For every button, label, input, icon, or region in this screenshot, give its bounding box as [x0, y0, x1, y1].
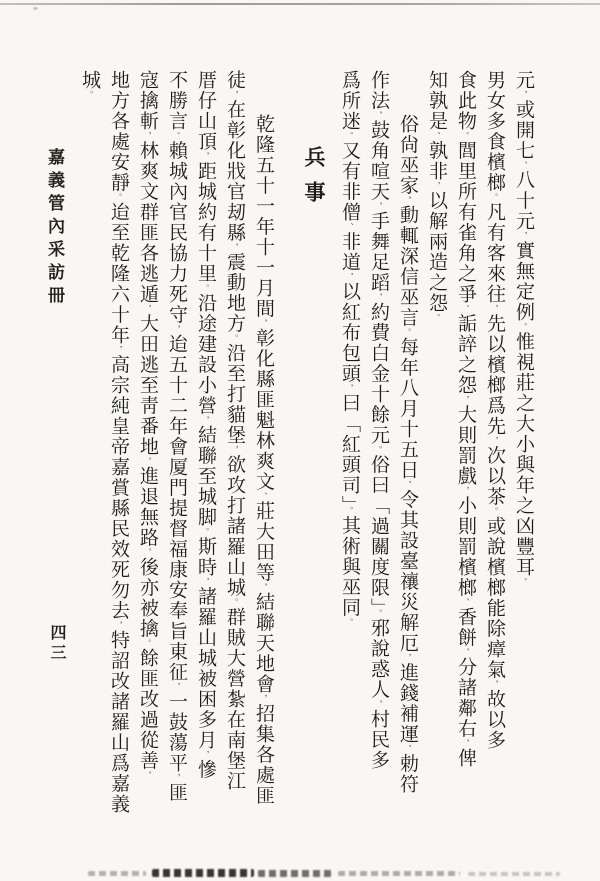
text-column: 地方各處安靜。迨至乾隆六十年，高宗純皇帝嘉賞縣民效死勿去，特詔改諸羅山爲嘉義	[108, 70, 129, 815]
text-column: 作法，鼓角喧天，手舞足蹈，約費白金十餘元。俗曰「過關度限」。邪說惑人，村民多	[368, 70, 389, 771]
scan-speck	[33, 7, 38, 10]
page-number: 四三	[48, 624, 65, 664]
text-column: 城。	[79, 70, 100, 100]
text-column: 俗尙巫家，動輒深信巫言。每年八月十五日，令其設臺禳災解厄，進錢補運，勅符	[397, 114, 418, 795]
scan-artifact-band	[0, 867, 600, 879]
scan-smudge	[152, 869, 254, 877]
main-text-block	[78, 70, 534, 848]
text-column: 乾隆五十一年十一月間，彰化縣匪魁林爽文、莊大田等，結聯天地會，招集各處匪	[253, 114, 274, 806]
text-column: 不勝言。賴城內官民協力死守，迨五十二年會厦門提督福康安奉旨東征，一鼓蕩平，匪	[166, 70, 187, 803]
text-column: 男女多食檳榔。凡有客來往，先以檳榔爲先，次以茶。或說檳榔能除瘴氣，故以多	[484, 70, 505, 751]
text-column: 食此物。閭里所有雀角之爭、詬誶之怨，大則罰戲，小則罰檳榔、香餅，分諸鄰右，俾	[455, 70, 476, 769]
scan-smudge	[468, 872, 560, 876]
text-column: 寇擒斬，林爽文群匪各逃遁，大田逃至靑番地，進退無路，後亦被擒。餘匪改過從善，	[137, 70, 158, 780]
text-column: 徒，在彰化戕官刼縣，震動地方。沿至打貓堡，欲攻打諸羅山城。群賊大營紮在南堡江	[224, 70, 245, 792]
text-column: 知孰是、孰非，以解兩造之怨。	[426, 70, 447, 323]
text-column: 爲所迷。又有非僧、非道，以紅布包頭，曰「紅頭司」。其術與巫同。	[339, 70, 360, 627]
scan-smudge	[338, 871, 460, 876]
top-edge-rule	[0, 3, 600, 5]
book-title: 嘉義管內采訪冊	[45, 148, 64, 309]
scan-smudge	[258, 870, 332, 877]
text-column: 厝仔山頂，距城約有十里。沿途建設小營，結聯至城脚。斯時，諸羅山城被困多月，慘	[195, 70, 216, 780]
text-column: 元，或開七、八十元，實無定例。惟視莊之大小與年之凶豐耳。	[513, 70, 534, 587]
section-heading: 兵事	[302, 146, 326, 216]
scan-smudge	[88, 871, 146, 876]
